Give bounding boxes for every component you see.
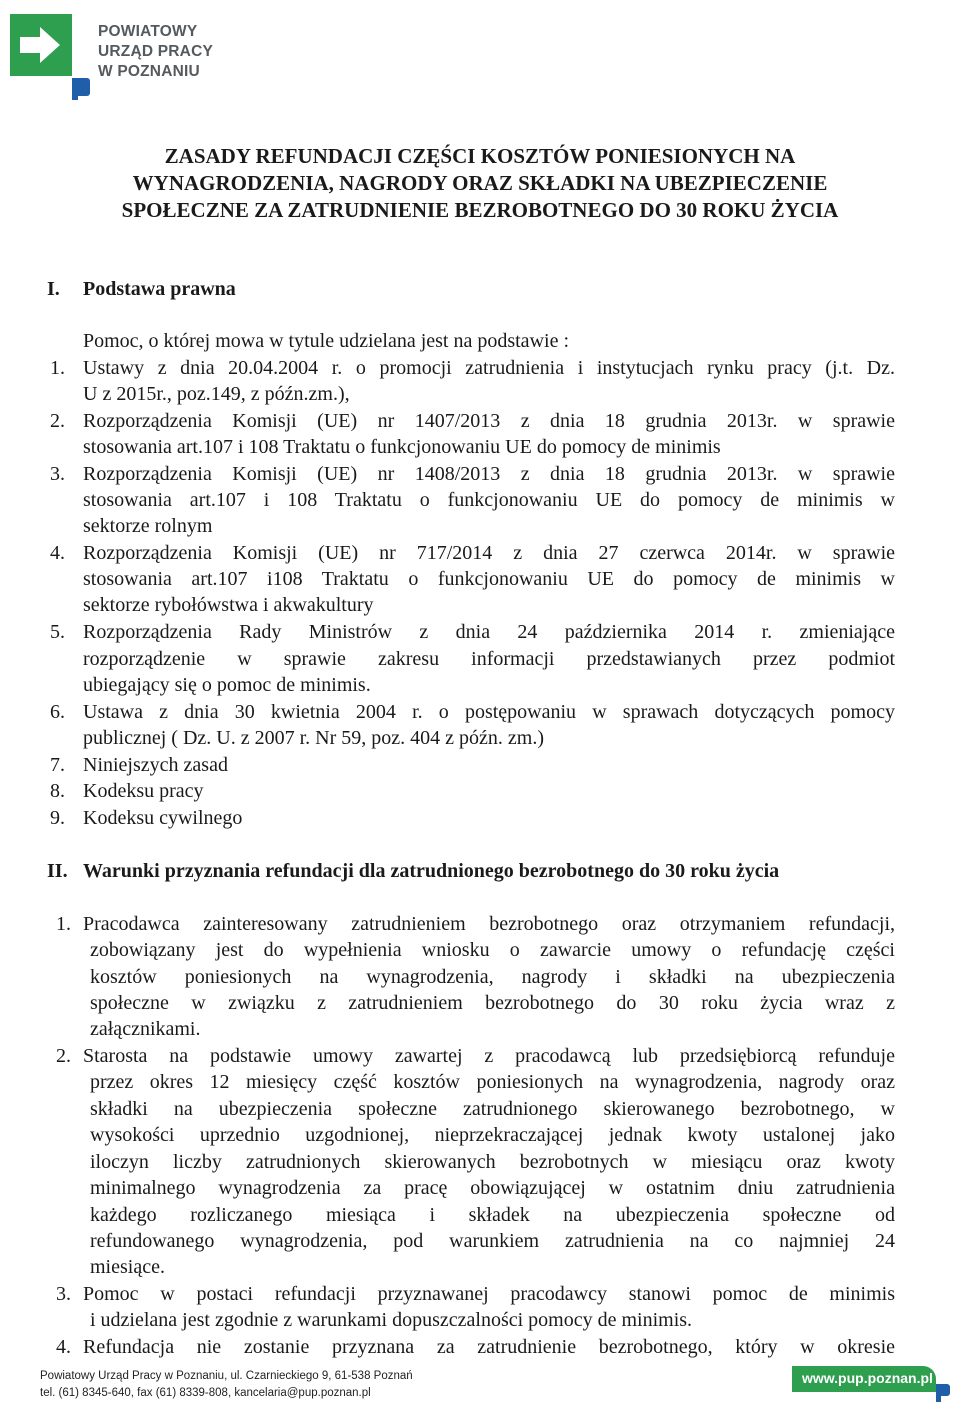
section-1-number: I. xyxy=(47,278,60,300)
condition-line: przez okres 12 miesięcy część kosztów poniesionych na wynagrodzenia, nagrody oraz xyxy=(90,1071,895,1093)
condition-line: Pracodawca zainteresowany zatrudnieniem bezrobotnego oraz otrzymaniem refundacji, xyxy=(83,913,895,935)
legal-basis-line: stosowania art.107 i 108 Traktatu o funkcjonowaniu UE do pomocy de minimis w xyxy=(83,489,895,511)
title-line-1: ZASADY REFUNDACJI CZĘŚCI KOSZTÓW PONIESIONYCH NA xyxy=(164,144,796,168)
legal-basis-number: 4. xyxy=(50,542,65,564)
condition-number: 1. xyxy=(56,913,71,935)
legal-basis-line: Rozporządzenia Komisji (UE) nr 1408/2013 z dnia 18 grudnia 2013r. w sprawie xyxy=(83,463,895,485)
legal-basis-number: 9. xyxy=(50,807,65,829)
condition-line: i udzielana jest zgodnie z warunkami dopuszczalności pomocy de minimis. xyxy=(90,1309,693,1331)
legal-basis-line: Kodeksu pracy xyxy=(83,780,204,802)
condition-line: Pomoc w postaci refundacji przyznawanej pracodawcy stanowi pomoc de minimis xyxy=(83,1283,895,1305)
legal-basis-line: publicznej ( Dz. U. z 2007 r. Nr 59, poz. 404 z późn. zm.) xyxy=(83,727,544,749)
logo-line-1: POWIATOWY xyxy=(98,23,198,40)
condition-line: każdego rozliczanego miesiąca i składek na ubezpieczenia społeczne od xyxy=(90,1204,895,1226)
title-line-2: WYNAGRODZENIA, NAGRODY ORAZ SKŁADKI NA UBEZPIECZENIE xyxy=(132,171,828,195)
condition-number: 3. xyxy=(56,1283,71,1305)
legal-basis-line: Kodeksu cywilnego xyxy=(83,807,243,829)
condition-line: refundowanego wynagrodzenia, pod warunkiem zatrudnienia na co najmniej 24 xyxy=(90,1230,895,1252)
section-2-heading: Warunki przyznania refundacji dla zatrudnionego bezrobotnego do 30 roku życia xyxy=(83,860,780,882)
website-link[interactable]: www.pup.poznan.pl xyxy=(802,1370,933,1386)
legal-basis-line: Niniejszych zasad xyxy=(83,754,228,776)
footer-address: Powiatowy Urząd Pracy w Poznaniu, ul. Czarnieckiego 9, 61-538 Poznań xyxy=(40,1370,413,1382)
legal-basis-number: 5. xyxy=(50,621,65,643)
condition-line: miesiące. xyxy=(90,1256,165,1278)
arrow-logo-icon xyxy=(10,12,94,102)
logo-mark-icon xyxy=(936,1384,954,1402)
logo-line-3: W POZNANIU xyxy=(98,63,200,80)
document-title xyxy=(40,143,920,224)
legal-basis-line: Rozporządzenia Rady Ministrów z dnia 24 października 2014 r. zmieniające xyxy=(83,621,895,643)
condition-line: załącznikami. xyxy=(90,1018,201,1040)
legal-basis-line: U z 2015r., poz.149, z późn.zm.), xyxy=(83,383,350,405)
section-2-number: II. xyxy=(47,860,68,882)
condition-line: minimalnego wynagrodzenia za pracę obowiązującej w ostatnim dniu zatrudnienia xyxy=(90,1177,895,1199)
condition-line: zobowiązany jest do wypełnienia wniosku o zawarcie umowy o refundację części xyxy=(90,939,895,961)
condition-line: Starosta na podstawie umowy zawartej z pracodawcą lub przedsiębiorcą refunduje xyxy=(83,1045,895,1067)
section-1-heading: Podstawa prawna xyxy=(83,278,236,300)
title-line-3: SPOŁECZNE ZA ZATRUDNIENIE BEZROBOTNEGO DO 30 ROKU ŻYCIA xyxy=(121,198,839,222)
condition-number: 4. xyxy=(56,1336,71,1358)
legal-basis-number: 3. xyxy=(50,463,65,485)
legal-basis-number: 7. xyxy=(50,754,65,776)
pup-logo xyxy=(10,12,270,102)
legal-basis-line: stosowania art.107 i 108 Traktatu o funkcjonowaniu UE do pomocy de minimis xyxy=(83,436,721,458)
footer-phone-email: tel. (61) 8345-640, fax (61) 8339-808, kancelaria@pup.poznan.pl xyxy=(40,1387,371,1399)
logo-text xyxy=(98,22,213,82)
condition-line: wysokości uprzednio uzgodnionej, nieprzekraczającej jednak kwoty ustalonej jako xyxy=(90,1124,895,1146)
legal-basis-line: stosowania art.107 i108 Traktatu o funkcjonowaniu UE do pomocy de minimis w xyxy=(83,568,895,590)
legal-basis-line: ubiegający się o pomoc de minimis. xyxy=(83,674,371,696)
condition-line: Refundacja nie zostanie przyznana za zatrudnienie bezrobotnego, który w okresie xyxy=(83,1336,895,1358)
legal-basis-line: rozporządzenie w sprawie zakresu informacji przedstawianych przez podmiot xyxy=(83,648,895,670)
condition-line: kosztów poniesionych na wynagrodzenia, nagrody i składki na ubezpieczenia xyxy=(90,966,895,988)
legal-basis-number: 1. xyxy=(50,357,65,379)
section-1-intro: Pomoc, o której mowa w tytule udzielana jest na podstawie : xyxy=(83,330,569,352)
legal-basis-line: Ustawa z dnia 30 kwietnia 2004 r. o postępowaniu w sprawach dotyczących pomocy xyxy=(83,701,895,723)
legal-basis-number: 6. xyxy=(50,701,65,723)
condition-line: iloczyn liczby zatrudnionych skierowanych bezrobotnych w miesiącu oraz kwoty xyxy=(90,1151,895,1173)
legal-basis-line: sektorze rolnym xyxy=(83,515,213,537)
legal-basis-line: sektorze rybołówstwa i akwakultury xyxy=(83,594,374,616)
footer-contact xyxy=(40,1368,413,1402)
legal-basis-line: Ustawy z dnia 20.04.2004 r. o promocji zatrudnienia i instytucjach rynku pracy (j.t. Dz. xyxy=(83,357,895,379)
website-badge[interactable] xyxy=(792,1366,936,1392)
legal-basis-line: Rozporządzenia Komisji (UE) nr 717/2014 z dnia 27 czerwca 2014r. w sprawie xyxy=(83,542,895,564)
logo-line-2: URZĄD PRACY xyxy=(98,43,214,60)
legal-basis-number: 8. xyxy=(50,780,65,802)
condition-number: 2. xyxy=(56,1045,71,1067)
condition-line: społeczne w związku z zatrudnieniem bezrobotnego do 30 roku życia wraz z xyxy=(90,992,895,1014)
legal-basis-number: 2. xyxy=(50,410,65,432)
condition-line: składki na ubezpieczenia społeczne zatrudnionego skierowanego bezrobotnego, w xyxy=(90,1098,895,1120)
legal-basis-line: Rozporządzenia Komisji (UE) nr 1407/2013 z dnia 18 grudnia 2013r. w sprawie xyxy=(83,410,895,432)
